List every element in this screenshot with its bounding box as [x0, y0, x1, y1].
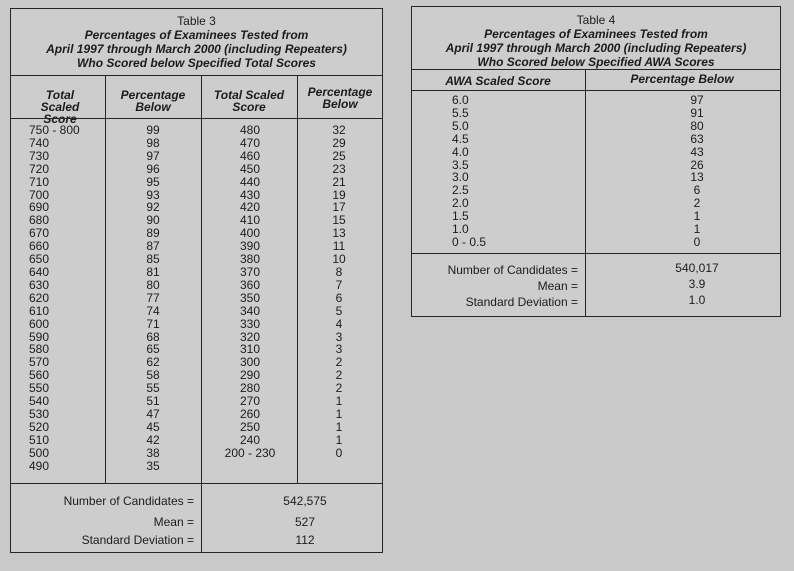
table-4-score-cell: 1.5	[452, 209, 469, 224]
table-3-percentage-cell: 6	[335, 290, 343, 305]
table-4-title-line-1: Percentages of Examinees Tested from	[484, 27, 708, 41]
table-4-percentage-cell: 0	[693, 234, 701, 249]
table-3-percentage-cell: 96	[146, 161, 160, 176]
table-3-score-cell: 310	[239, 342, 261, 357]
table-4-header-divider	[412, 90, 780, 91]
table-4-score-cell: 4.0	[452, 144, 469, 159]
table-3-percentage-cell: 19	[332, 187, 346, 202]
table-3-header-percentage-below-b: Percentage Below	[307, 85, 373, 111]
table-3-score-cell: 670	[29, 226, 50, 241]
table-3-score-cell: 710	[29, 174, 50, 189]
table-3-sd-label: Standard Deviation =	[81, 533, 194, 547]
table-3-score-cell: 490	[29, 458, 50, 473]
table-3-score-cell: 340	[239, 303, 261, 318]
table-3-score-cell: 600	[29, 316, 50, 331]
table-3-percentage-cell: 35	[146, 458, 160, 473]
table-3-percentage-cell: 47	[146, 406, 160, 421]
table-3-candidates-value: 542,575	[283, 494, 327, 508]
table-4-score-cell: 3.5	[452, 157, 469, 172]
table-3-col-divider-3	[297, 76, 298, 483]
table-3-score-cell: 380	[239, 252, 261, 267]
table-4-score-cell: 6.0	[452, 93, 469, 107]
table-3-percentage-cell: 3	[335, 342, 343, 357]
table-3-percentage-cell: 17	[332, 200, 346, 215]
table-4-candidates-value: 540,017	[675, 261, 719, 275]
table-3-percentage-cell: 1	[335, 406, 343, 421]
table-3-percentage-cell: 1	[335, 419, 343, 434]
table-3-score-cell: 560	[29, 368, 50, 383]
table-3-percentage-cell: 68	[146, 329, 160, 344]
table-3-percentage-cell: 1	[335, 432, 343, 447]
table-3-score-cell: 370	[239, 264, 261, 279]
table-3-score-cell: 650	[29, 252, 50, 267]
table-3-score-cell: 500	[29, 445, 50, 460]
table-3-percentage-cell: 13	[332, 226, 346, 241]
table-3-percentage-cell: 98	[146, 135, 160, 150]
table-4-col-divider	[585, 70, 586, 316]
table-3-percentage-cell: 11	[332, 239, 346, 254]
table-3-score-cell: 690	[29, 200, 50, 215]
table-4-percentage-cell: 2	[693, 196, 701, 211]
table-3-percentage-cell: 38	[146, 445, 160, 460]
table-3-title-line-2: April 1997 through March 2000 (including Repeaters)	[46, 42, 347, 56]
table-3-score-cell: 470	[239, 135, 261, 150]
table-3-score-cell: 610	[29, 303, 50, 318]
table-4-score-cell: 5.0	[452, 118, 469, 133]
table-4-percentage-cell: 6	[693, 183, 701, 198]
table-3-score-cell: 520	[29, 419, 50, 434]
table-3-score-cell: 440	[239, 174, 261, 189]
table-4-score-cell: 5.5	[452, 105, 469, 120]
table-4-title-block	[412, 13, 780, 69]
table-4-mean-label: Mean =	[537, 279, 578, 293]
table-4-score-cell: 4.5	[452, 131, 469, 146]
table-3-col-divider-1	[105, 76, 106, 483]
table-4-mean-value: 3.9	[688, 277, 706, 291]
table-3-score-cell: 200 - 230	[224, 445, 276, 460]
table-3-score-cell: 300	[239, 355, 261, 370]
table-3-stats-divider	[11, 483, 382, 484]
table-3-percentage-cell: 62	[146, 355, 160, 370]
table-3-score-cell: 620	[29, 290, 50, 305]
table-3-score-cell: 580	[29, 342, 50, 357]
table-4-percentage-cell: 26	[690, 157, 704, 172]
table-3-title-block	[11, 14, 382, 70]
table-3-score-cell: 430	[239, 187, 261, 202]
table-3-score-cell: 680	[29, 213, 50, 228]
table-3-percentage-cell: 1	[335, 394, 343, 409]
table-3-score-cell: 700	[29, 187, 50, 202]
table-3-score-cell: 280	[239, 381, 261, 396]
table-3-percentage-cell: 2	[335, 355, 343, 370]
table-3-title-divider	[11, 75, 382, 76]
table-4-percentage-cell: 43	[690, 144, 704, 159]
table-4-stats-divider	[412, 253, 780, 254]
table-3-score-cell: 350	[239, 290, 261, 305]
table-3-percentage-cell: 74	[146, 303, 160, 318]
table-3-stats-col-divider	[201, 483, 202, 553]
table-3-score-cell: 270	[239, 394, 261, 409]
table-3-percentage-cell: 89	[146, 226, 160, 241]
table-3-percentage-cell: 92	[146, 200, 160, 215]
table-3-percentage-cell: 71	[146, 316, 160, 331]
table-3-score-cell: 250	[239, 419, 261, 434]
table-3-percentage-cell: 2	[335, 368, 343, 383]
table-4-title-line-2: April 1997 through March 2000 (including Repeaters)	[445, 41, 747, 55]
table-3-mean-label: Mean =	[153, 515, 194, 529]
table-3-score-cell: 410	[239, 213, 261, 228]
table-4-percentage-cell: 13	[690, 170, 704, 185]
table-3-candidates-label: Number of Candidates =	[63, 494, 194, 508]
table-3-title-line-3: Who Scored below Specified Total Scores	[77, 56, 316, 70]
table-4-percentage-cell: 91	[690, 105, 704, 120]
table-3-percentage-cell: 95	[146, 174, 160, 189]
table-3	[10, 8, 383, 553]
table-4-candidates-label: Number of Candidates =	[447, 263, 578, 277]
table-3-score-cell: 590	[29, 329, 50, 344]
table-3-score-cell: 750 - 800	[29, 123, 80, 137]
table-3-score-cell: 290	[239, 368, 261, 383]
table-4-percentage-cell: 97	[690, 93, 704, 107]
table-3-percentage-cell: 45	[146, 419, 160, 434]
table-3-col-divider-2	[201, 76, 202, 483]
table-3-score-cell: 720	[29, 161, 50, 176]
table-3-percentage-cell: 85	[146, 252, 160, 267]
table-4-header-awa-scaled-score: AWA Scaled Score	[445, 74, 551, 88]
table-3-score-cell: 450	[239, 161, 261, 176]
table-3-percentage-cell: 4	[335, 316, 343, 331]
table-3-title-line-1: Percentages of Examinees Tested from	[84, 28, 309, 42]
table-3-col-b-scores	[211, 124, 289, 460]
table-3-percentage-cell: 65	[146, 342, 160, 357]
table-3-percentage-cell: 58	[146, 368, 160, 383]
table-3-percentage-cell: 7	[335, 277, 343, 292]
table-3-percentage-cell: 2	[335, 381, 343, 396]
table-3-score-cell: 320	[239, 329, 261, 344]
table-3-percentage-cell: 23	[332, 161, 346, 176]
table-3-score-cell: 630	[29, 277, 50, 292]
table-3-score-cell: 570	[29, 355, 50, 370]
table-3-score-cell: 400	[239, 226, 261, 241]
table-4-sd-label: Standard Deviation =	[465, 295, 578, 309]
table-3-percentage-cell: 55	[146, 381, 160, 396]
table-3-score-cell: 550	[29, 381, 50, 396]
table-3-score-cell: 360	[239, 277, 261, 292]
table-3-header-divider	[11, 118, 382, 119]
table-3-percentage-cell: 3	[335, 329, 343, 344]
table-4-score-cell: 2.5	[452, 183, 469, 198]
table-3-percentage-cell: 0	[335, 445, 343, 460]
table-3-score-cell: 640	[29, 264, 50, 279]
table-3-score-cell: 530	[29, 406, 50, 421]
table-3-score-cell: 390	[239, 239, 261, 254]
table-4-score-cell: 0 - 0.5	[452, 234, 487, 249]
table-3-percentage-cell: 81	[146, 264, 160, 279]
table-3-score-cell: 510	[29, 432, 50, 447]
table-3-score-cell: 480	[239, 123, 261, 137]
table-4-percentage-cell: 63	[690, 131, 704, 146]
table-4-awa-scores	[452, 94, 552, 249]
table-3-label: Table 3	[177, 14, 216, 28]
table-4-percentages	[662, 94, 732, 249]
table-4-title-line-3: Who Scored below Specified AWA Scores	[477, 55, 715, 69]
table-4-score-cell: 2.0	[452, 196, 469, 211]
table-3-percentage-cell: 80	[146, 277, 160, 292]
table-3-sd-value: 112	[295, 533, 315, 547]
table-3-col-a-percentages	[121, 124, 185, 472]
table-3-percentage-cell: 25	[332, 148, 346, 163]
table-3-score-cell: 740	[29, 135, 50, 150]
table-3-mean-value: 527	[294, 515, 316, 529]
table-3-percentage-cell: 93	[146, 187, 160, 202]
table-3-score-cell: 540	[29, 394, 50, 409]
table-3-score-cell: 240	[239, 432, 261, 447]
table-3-col-a-scores	[29, 124, 103, 472]
table-3-percentage-cell: 42	[146, 432, 160, 447]
table-3-header-percentage-below-a: Percentage Below	[120, 88, 186, 114]
table-4-sd-value: 1.0	[688, 293, 706, 307]
table-3-percentage-cell: 51	[146, 394, 160, 409]
table-3-score-cell: 730	[29, 148, 50, 163]
table-4-percentage-cell: 1	[693, 222, 701, 237]
table-4	[411, 6, 781, 317]
table-3-score-cell: 460	[239, 148, 261, 163]
table-3-percentage-cell: 29	[332, 135, 346, 150]
table-3-percentage-cell: 87	[146, 239, 160, 254]
table-3-col-b-percentages	[307, 124, 371, 460]
table-3-score-cell: 330	[239, 316, 261, 331]
table-3-percentage-cell: 8	[335, 264, 343, 279]
table-4-score-cell: 3.0	[452, 170, 469, 185]
table-3-percentage-cell: 21	[332, 174, 346, 189]
table-4-score-cell: 1.0	[452, 222, 469, 237]
table-3-score-cell: 660	[29, 239, 50, 254]
table-3-percentage-cell: 15	[332, 213, 346, 228]
table-3-percentage-cell: 5	[335, 303, 343, 318]
table-3-percentage-cell: 99	[146, 123, 160, 137]
table-4-label: Table 4	[576, 13, 616, 27]
table-3-percentage-cell: 32	[332, 123, 346, 137]
table-3-header-total-scaled-score-a: Total Scaled Score	[40, 88, 80, 126]
table-3-score-cell: 260	[239, 406, 261, 421]
table-4-title-divider	[412, 69, 780, 70]
table-3-score-cell: 420	[239, 200, 261, 215]
table-4-header-percentage-below: Percentage Below	[630, 72, 734, 86]
table-3-header-total-scaled-score-b: Total Scaled Score	[213, 88, 285, 114]
table-4-percentage-cell: 1	[693, 209, 701, 224]
table-3-percentage-cell: 10	[332, 252, 346, 267]
table-3-percentage-cell: 97	[146, 148, 160, 163]
table-3-percentage-cell: 77	[146, 290, 160, 305]
table-4-percentage-cell: 80	[690, 118, 704, 133]
table-3-percentage-cell: 90	[146, 213, 160, 228]
